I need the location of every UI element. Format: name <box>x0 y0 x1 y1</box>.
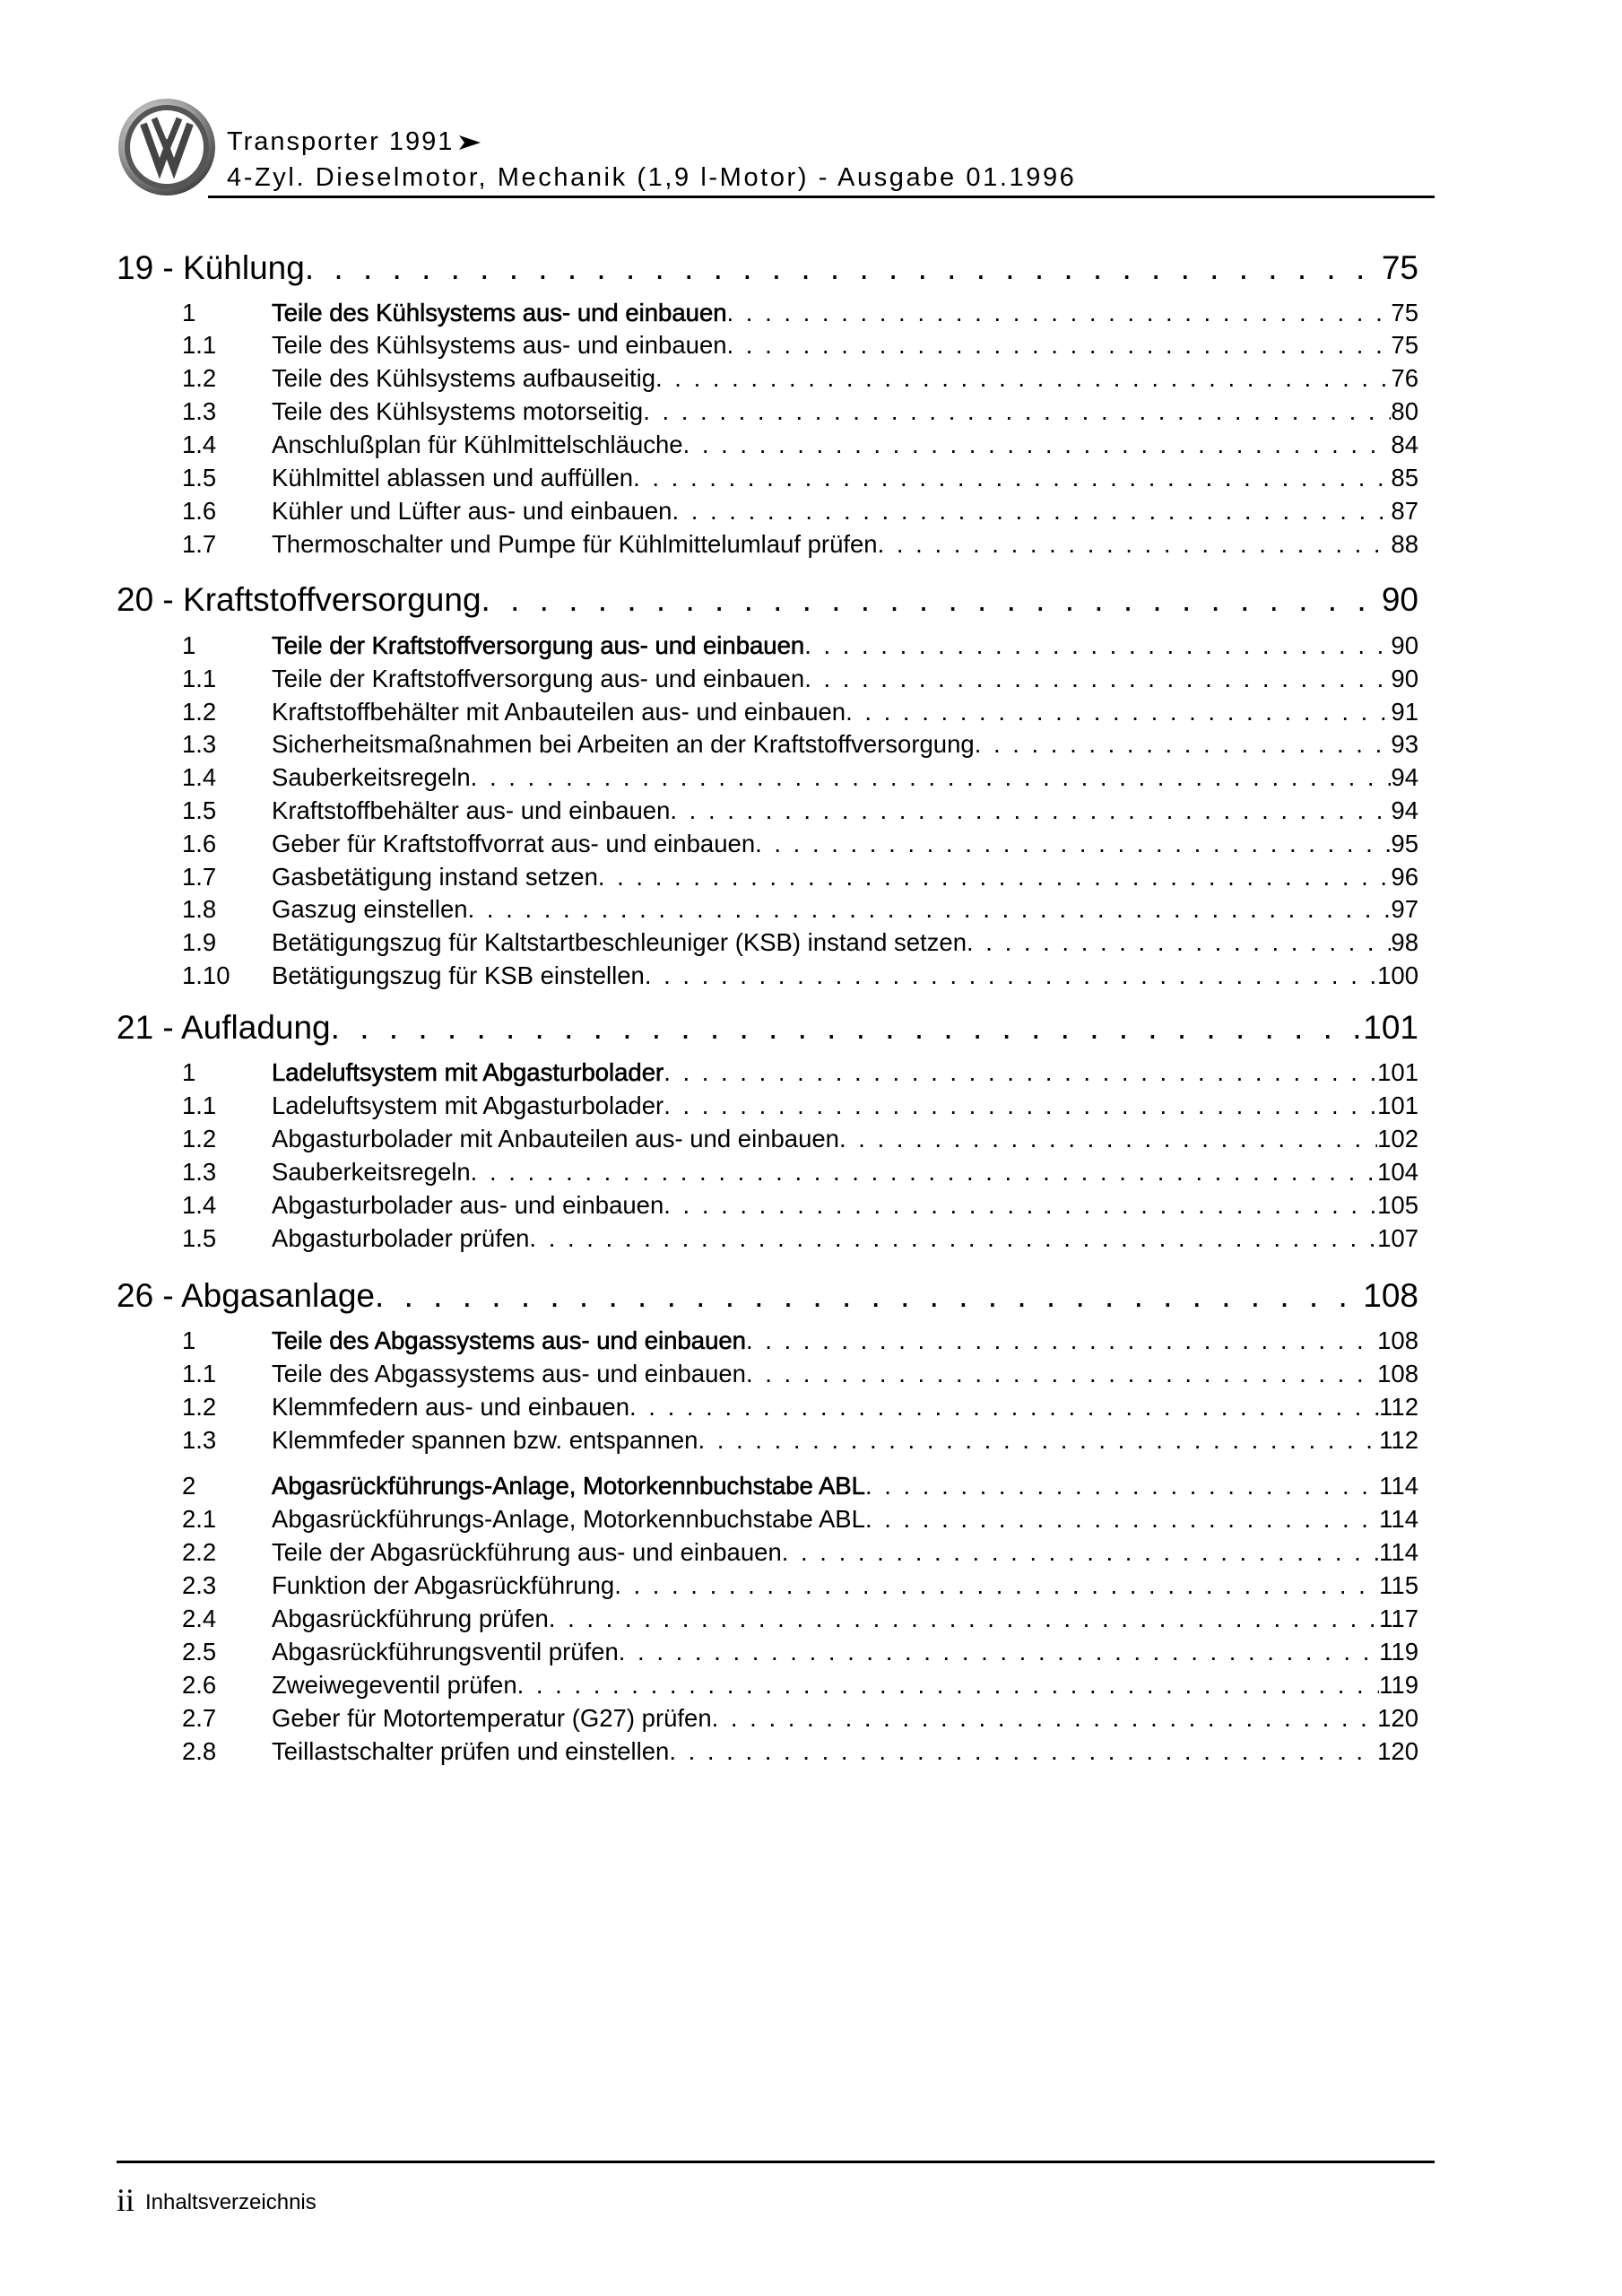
entry-number: 1.6 <box>182 497 217 525</box>
toc-entry[interactable] <box>182 895 1418 927</box>
entry-title: Abgasrückführungs-Anlage, Motorkennbuchstabe ABL <box>272 1472 865 1500</box>
page-number: 96 <box>1391 863 1418 891</box>
entry-title: Abgasrückführung prüfen <box>272 1605 549 1632</box>
toc-entry[interactable] <box>182 631 1418 664</box>
toc-entry[interactable] <box>182 1191 1418 1223</box>
page-number: 95 <box>1391 830 1418 857</box>
entry-title: Sicherheitsmaßnahmen bei Arbeiten an der Kraftstoffversorgung <box>272 730 975 758</box>
entry-title: Teile des Abgassystems aus- und einbauen <box>272 1326 746 1354</box>
entry-number: 2.4 <box>182 1605 217 1632</box>
page-number: 115 <box>1379 1571 1418 1599</box>
dot-leader <box>471 1158 1377 1187</box>
page-number: 97 <box>1391 895 1418 923</box>
toc-entry[interactable] <box>182 863 1418 895</box>
section-title: 26 - Abgasanlage <box>117 1277 376 1314</box>
page-number: 104 <box>1377 1158 1418 1186</box>
dot-leader <box>614 1571 1379 1600</box>
page-number: 105 <box>1377 1191 1418 1219</box>
entry-title: Sauberkeitsregeln <box>272 1158 471 1186</box>
page-number: 100 <box>1377 961 1418 989</box>
dot-leader <box>698 1426 1379 1455</box>
page-number: 114 <box>1379 1472 1418 1500</box>
entry-number: 1 <box>182 299 196 326</box>
toc-entry[interactable] <box>182 497 1418 529</box>
page-number: 107 <box>1377 1224 1418 1252</box>
page-number: 101 <box>1377 1091 1418 1119</box>
dot-leader <box>672 497 1391 526</box>
page-number: 75 <box>1391 331 1418 359</box>
toc-section[interactable] <box>117 581 1418 622</box>
toc-entry[interactable] <box>182 464 1418 496</box>
dot-leader <box>670 796 1391 825</box>
dot-leader <box>746 1360 1377 1388</box>
entry-number: 1.4 <box>182 763 217 791</box>
dot-leader <box>755 830 1391 858</box>
entry-title: Kraftstoffbehälter aus- und einbauen <box>272 796 671 824</box>
page-number: 88 <box>1391 530 1418 558</box>
entry-title: Geber für Kraftstoffvorrat aus- und einbauen <box>272 830 756 857</box>
toc-entry[interactable] <box>182 397 1418 430</box>
entry-title: Funktion der Abgasrückführung <box>272 1571 615 1599</box>
page-number: 91 <box>1391 698 1418 726</box>
entry-title: Teile des Kühlsystems aus- und einbauen <box>272 331 727 359</box>
entry-number: 1.3 <box>182 397 217 425</box>
entry-number: 1.5 <box>182 464 217 491</box>
entry-number: 1.1 <box>182 665 217 692</box>
page-number: 108 <box>1377 1326 1418 1354</box>
page-number: 94 <box>1391 796 1418 824</box>
entry-title: Teile der Kraftstoffversorgung aus- und einbauen <box>272 631 805 659</box>
toc-entry[interactable] <box>182 331 1418 363</box>
entry-number: 1 <box>182 1058 196 1086</box>
arrow-right-icon <box>457 134 482 152</box>
toc-entry[interactable] <box>182 1158 1418 1190</box>
toc-entry[interactable] <box>182 928 1418 961</box>
entry-number: 1.4 <box>182 430 217 458</box>
toc-entry[interactable] <box>182 763 1418 796</box>
entry-number: 1 <box>182 1326 196 1354</box>
toc-section[interactable] <box>117 1009 1418 1050</box>
dot-leader <box>727 299 1392 327</box>
entry-title: Teile des Abgassystems aus- und einbauen <box>272 1360 746 1387</box>
entry-title: Abgasrückführungs-Anlage, Motorkennbuchstabe ABL <box>272 1505 865 1533</box>
entry-title: Gaszug einstellen <box>272 895 468 923</box>
entry-title: Teile des Kühlsystems aufbauseitig <box>272 364 656 392</box>
entry-number: 1.8 <box>182 895 217 923</box>
dot-leader <box>655 364 1391 393</box>
dot-leader <box>712 1704 1377 1733</box>
toc-entry[interactable] <box>182 1505 1418 1537</box>
page-number: 108 <box>1363 1277 1418 1314</box>
toc-entry[interactable] <box>182 299 1418 331</box>
toc-entry[interactable] <box>182 1571 1418 1604</box>
entry-number: 2.8 <box>182 1737 217 1765</box>
page-number: 112 <box>1379 1426 1418 1454</box>
page-number: 84 <box>1391 430 1418 458</box>
entry-title: Abgasturbolader mit Anbauteilen aus- und einbauen <box>272 1125 839 1152</box>
dot-leader <box>643 397 1391 426</box>
dot-leader <box>529 1224 1377 1253</box>
entry-title: Kraftstoffbehälter mit Anbauteilen aus- und einbauen <box>272 698 846 726</box>
entry-number: 1.1 <box>182 331 217 359</box>
page-number: 114 <box>1379 1505 1418 1533</box>
dot-leader <box>375 1277 1363 1315</box>
page-number: 114 <box>1379 1538 1418 1566</box>
dot-leader <box>517 1671 1380 1700</box>
toc-entry[interactable] <box>182 1125 1418 1157</box>
entry-number: 1.2 <box>182 1125 217 1152</box>
entry-number: 1.2 <box>182 698 217 726</box>
entry-title: Betätigungszug für Kaltstartbeschleuniger (KSB) instand setzen <box>272 928 967 956</box>
toc-entry[interactable] <box>182 530 1418 562</box>
entry-number: 1.4 <box>182 1191 217 1219</box>
entry-number: 2.7 <box>182 1704 217 1732</box>
toc-entry[interactable] <box>182 1737 1418 1770</box>
dot-leader <box>746 1326 1377 1355</box>
dot-leader <box>865 1505 1379 1534</box>
toc-entry[interactable] <box>182 364 1418 396</box>
dot-leader <box>481 581 1382 619</box>
dot-leader <box>878 530 1392 559</box>
footer-page-number: ii <box>117 2182 135 2218</box>
toc-entry[interactable] <box>182 1638 1418 1670</box>
toc-section[interactable] <box>117 1277 1418 1318</box>
toc-entry[interactable] <box>182 1393 1418 1425</box>
dot-leader <box>975 730 1392 759</box>
dot-leader <box>664 1191 1377 1220</box>
section-title: 21 - Aufladung <box>117 1009 331 1046</box>
entry-title: Thermoschalter und Pumpe für Kühlmittelumlauf prüfen <box>272 530 878 558</box>
page-number: 85 <box>1391 464 1418 491</box>
entry-title: Kühlmittel ablassen und auffüllen <box>272 464 634 491</box>
entry-title: Ladeluftsystem mit Abgasturbolader <box>272 1091 664 1119</box>
dot-leader <box>598 863 1392 891</box>
entry-title: Teile des Kühlsystems motorseitig <box>272 397 644 425</box>
dot-leader <box>331 1009 1364 1047</box>
toc-entry[interactable] <box>182 830 1418 862</box>
entry-number: 1.1 <box>182 1091 217 1119</box>
entry-title: Kühler und Lüfter aus- und einbauen <box>272 497 672 525</box>
entry-title: Abgasrückführungsventil prüfen <box>272 1638 619 1665</box>
toc-entry[interactable] <box>182 1704 1418 1736</box>
header-rule <box>208 196 1435 198</box>
page-number: 87 <box>1391 497 1418 525</box>
entry-title: Anschlußplan für Kühlmittelschläuche <box>272 430 683 458</box>
entry-number: 2.2 <box>182 1538 217 1566</box>
dot-leader <box>664 1058 1377 1087</box>
page-number: 90 <box>1381 581 1418 618</box>
entry-title: Abgasturbolader aus- und einbauen <box>272 1191 664 1219</box>
toc-entry[interactable] <box>182 1360 1418 1392</box>
entry-number: 1.5 <box>182 796 217 824</box>
entry-number: 1.3 <box>182 730 217 758</box>
page-number: 93 <box>1391 730 1418 758</box>
entry-number: 2.1 <box>182 1505 217 1533</box>
entry-title: Teile der Abgasrückführung aus- und einbauen <box>272 1538 782 1566</box>
dot-leader <box>669 1737 1377 1766</box>
entry-number: 1.2 <box>182 364 217 392</box>
dot-leader <box>865 1472 1379 1500</box>
footer-rule <box>117 2161 1435 2163</box>
page-number: 108 <box>1377 1360 1418 1387</box>
page-number: 98 <box>1391 928 1418 956</box>
vw-logo-icon <box>117 97 217 197</box>
page-number: 76 <box>1391 364 1418 392</box>
entry-title: Geber für Motortemperatur (G27) prüfen <box>272 1704 712 1732</box>
toc-entry[interactable] <box>182 961 1418 994</box>
toc-entry[interactable] <box>182 665 1418 697</box>
toc-entry[interactable] <box>182 698 1418 730</box>
entry-number: 1.5 <box>182 1224 217 1252</box>
entry-title: Zweiwegeventil prüfen <box>272 1671 517 1699</box>
entry-title: Gasbetätigung instand setzen <box>272 863 598 891</box>
dot-leader <box>645 961 1377 990</box>
entry-title: Ladeluftsystem mit Abgasturbolader <box>272 1058 664 1086</box>
entry-title: Teillastschalter prüfen und einstellen <box>272 1737 670 1765</box>
dot-leader <box>664 1091 1377 1120</box>
dot-leader <box>782 1538 1379 1567</box>
dot-leader <box>967 928 1391 957</box>
page-number: 117 <box>1379 1605 1418 1632</box>
page-number: 119 <box>1379 1671 1418 1699</box>
entry-title: Klemmfeder spannen bzw. entspannen <box>272 1426 698 1454</box>
page-number: 90 <box>1391 665 1418 692</box>
page-number: 120 <box>1377 1704 1418 1732</box>
page-number: 112 <box>1379 1393 1418 1421</box>
dot-leader <box>839 1125 1377 1153</box>
dot-leader <box>629 1393 1379 1422</box>
dot-leader <box>305 249 1382 287</box>
dot-leader <box>471 763 1392 792</box>
dot-leader <box>619 1638 1379 1666</box>
entry-title: Teile der Kraftstoffversorgung aus- und einbauen <box>272 665 805 692</box>
page-number: 120 <box>1377 1737 1418 1765</box>
entry-number: 1.6 <box>182 830 217 857</box>
dot-leader <box>727 331 1392 360</box>
entry-title: Betätigungszug für KSB einstellen <box>272 961 645 989</box>
header-subtitle: 4-Zyl. Dieselmotor, Mechanik (1,9 l-Motor) - Ausgabe 01.1996 <box>227 163 1077 192</box>
section-title: 20 - Kraftstoffversorgung <box>117 581 481 618</box>
dot-leader <box>468 895 1392 924</box>
page-number: 119 <box>1379 1638 1418 1665</box>
entry-number: 1.3 <box>182 1426 217 1454</box>
toc-entry[interactable] <box>182 796 1418 829</box>
toc-entry[interactable] <box>182 1224 1418 1257</box>
toc-entry[interactable] <box>182 1091 1418 1124</box>
section-title: 19 - Kühlung <box>117 249 305 286</box>
dot-leader <box>804 665 1391 693</box>
entry-number: 1.7 <box>182 530 217 558</box>
page-number: 90 <box>1391 631 1418 659</box>
dot-leader <box>804 631 1391 660</box>
page-number: 102 <box>1377 1125 1418 1152</box>
header-title: Transporter 1991 <box>227 127 482 157</box>
toc-entry[interactable] <box>182 1426 1418 1458</box>
page-number: 75 <box>1381 249 1418 286</box>
entry-number: 2 <box>182 1472 196 1500</box>
entry-number: 1 <box>182 631 196 659</box>
toc-entry[interactable] <box>182 730 1418 762</box>
entry-title: Klemmfedern aus- und einbauen <box>272 1393 630 1421</box>
entry-number: 2.3 <box>182 1571 217 1599</box>
entry-title: Abgasturbolader prüfen <box>272 1224 530 1252</box>
toc-entry[interactable] <box>182 1058 1418 1091</box>
page-number: 75 <box>1391 299 1418 326</box>
entry-number: 1.3 <box>182 1158 217 1186</box>
page-number: 80 <box>1391 397 1418 425</box>
page-number: 101 <box>1377 1058 1418 1086</box>
dot-leader <box>683 430 1392 459</box>
toc-entry[interactable] <box>182 430 1418 463</box>
dot-leader <box>633 464 1391 492</box>
page-number: 101 <box>1363 1009 1418 1046</box>
toc-entry[interactable] <box>182 1605 1418 1637</box>
toc-entry[interactable] <box>182 1326 1418 1359</box>
footer-label: Inhaltsverzeichnis <box>145 2190 317 2214</box>
entry-number: 1.9 <box>182 928 217 956</box>
entry-number: 2.6 <box>182 1671 217 1699</box>
toc-entry[interactable] <box>182 1538 1418 1570</box>
entry-number: 2.5 <box>182 1638 217 1665</box>
entry-number: 1.7 <box>182 863 217 891</box>
entry-title: Teile des Kühlsystems aus- und einbauen <box>272 299 727 326</box>
dot-leader <box>846 698 1391 726</box>
toc-entry[interactable] <box>182 1671 1418 1703</box>
entry-number: 1.10 <box>182 961 230 989</box>
entry-number: 1.1 <box>182 1360 217 1387</box>
toc-section[interactable] <box>117 249 1418 291</box>
page-number: 94 <box>1391 763 1418 791</box>
entry-number: 1.2 <box>182 1393 217 1421</box>
dot-leader <box>549 1605 1379 1633</box>
entry-title: Sauberkeitsregeln <box>272 763 471 791</box>
toc-entry[interactable] <box>182 1472 1418 1504</box>
